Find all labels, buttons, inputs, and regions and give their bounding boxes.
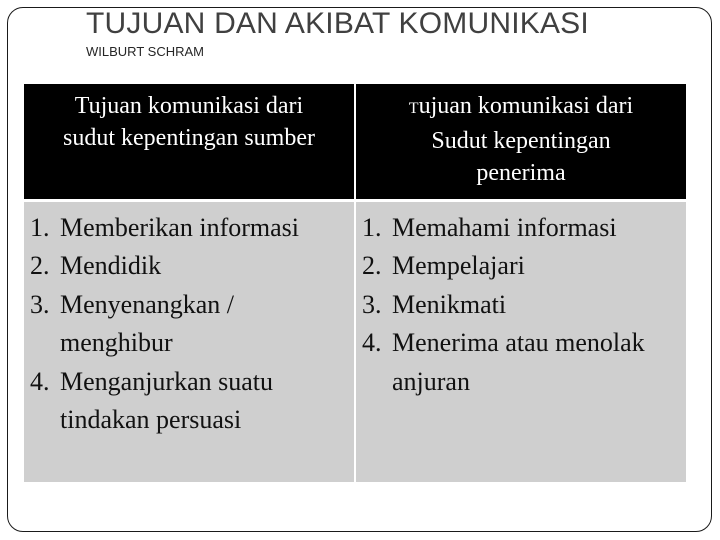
item-number: 3. (362, 289, 382, 319)
slide-title: TUJUAN DAN AKIBAT KOMUNIKASI (86, 7, 589, 40)
table-header-row (24, 84, 686, 200)
header-line: Sudut kepentingan (431, 128, 611, 154)
item-number: 4. (362, 328, 382, 357)
header-line: penerima (476, 160, 566, 186)
header-line: Tujuan komunikasi dari (74, 93, 304, 119)
source-purpose-list (30, 209, 348, 440)
header-source-purpose (24, 84, 355, 200)
source-purpose-cell (24, 200, 355, 482)
list-item (30, 286, 348, 363)
header-line-rest: ujuan komunikasi dari (418, 93, 634, 119)
item-number: 1. (362, 212, 382, 242)
item-number: 1. (30, 212, 50, 242)
list-item (30, 247, 348, 286)
item-text: Mendidik (60, 251, 162, 280)
item-text: Menikmati (392, 289, 507, 319)
receiver-purpose-cell (355, 200, 686, 482)
item-number: 2. (362, 251, 382, 280)
item-text: Menyenangkan / menghibur (60, 289, 235, 357)
slide-subtitle: WILBURT SCHRAM (86, 44, 204, 59)
header-receiver-purpose (355, 84, 686, 200)
item-number: 4. (30, 366, 50, 396)
list-item (30, 363, 348, 440)
item-text: Memberikan informasi (60, 212, 299, 242)
receiver-purpose-list (362, 209, 680, 402)
list-item (362, 286, 680, 325)
table-body-row (24, 200, 686, 482)
item-number: 2. (30, 251, 50, 280)
list-item (362, 247, 680, 286)
item-text: Mempelajari (392, 251, 525, 280)
item-text: Menerima atau menolak anjuran (392, 328, 645, 396)
list-item (362, 324, 680, 401)
header-initial: T (408, 100, 419, 117)
header-line (358, 90, 684, 125)
list-item (362, 209, 680, 248)
header-line: sudut kepentingan sumber (63, 125, 315, 151)
list-item (30, 209, 348, 248)
item-text: Memahami informasi (392, 212, 617, 242)
item-number: 3. (30, 289, 50, 319)
item-text: Menganjurkan suatu tindakan persuasi (60, 366, 274, 434)
comparison-table (24, 84, 686, 482)
